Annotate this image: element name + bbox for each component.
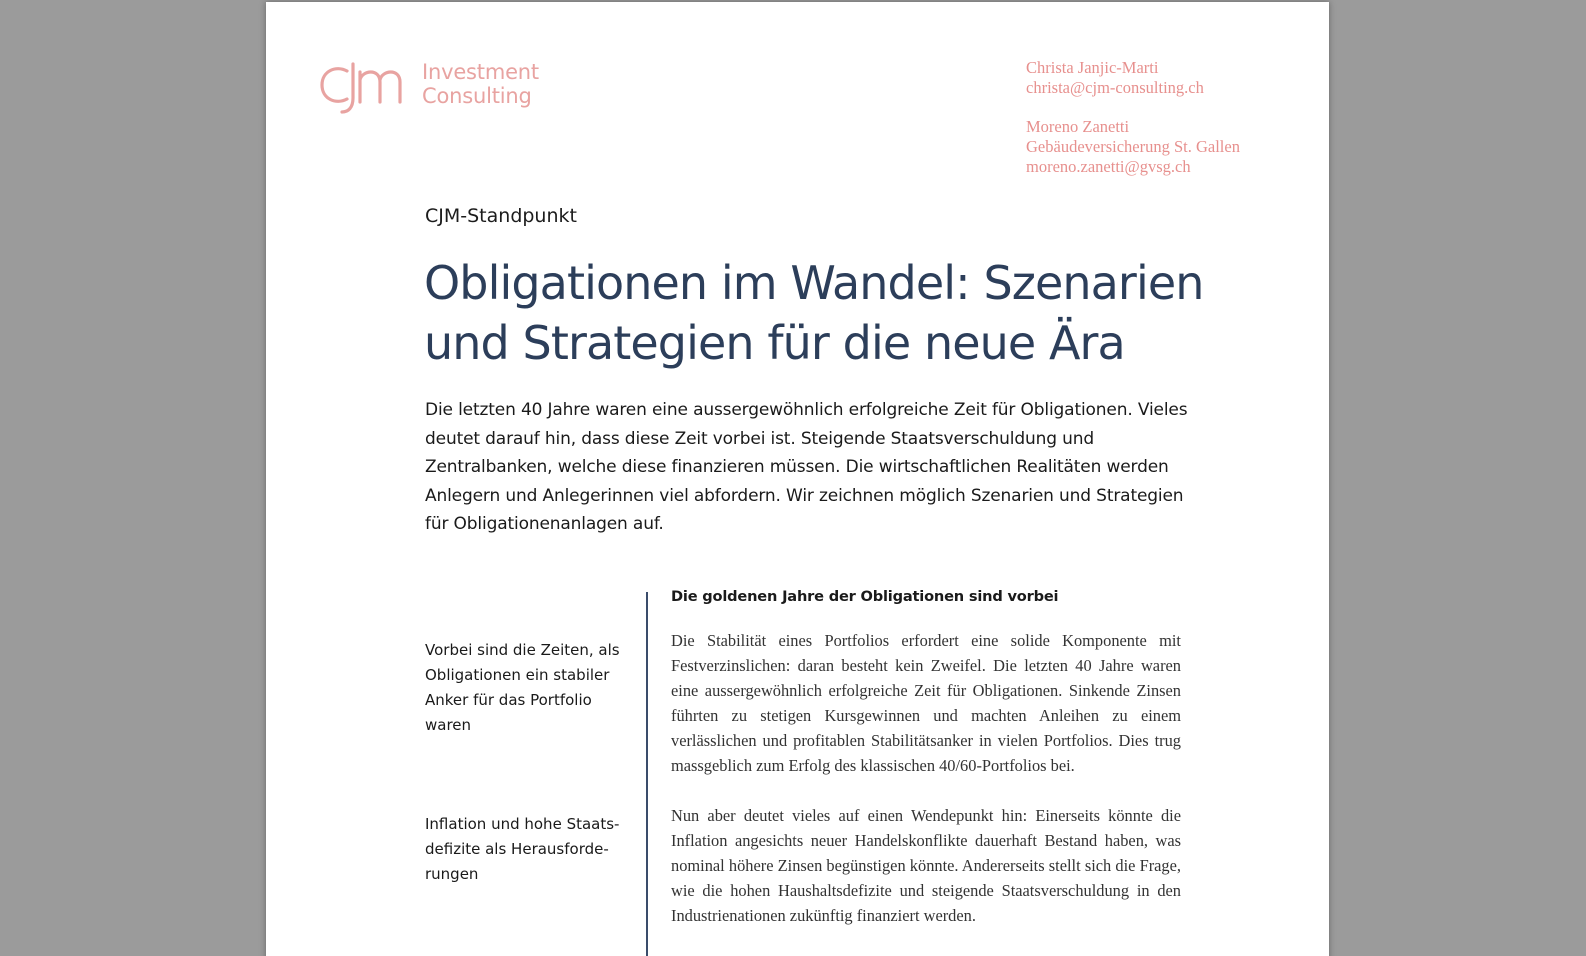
body-paragraph-1: Die Stabilität eines Portfolios erfordert eine solide Komponente mit Festverzinslichen: daran besteht kein Zweifel. Die letzten 40 Jahre waren eine aussergewöhnlich erfolgreiche Zeit für Obligationen. Sinkende Zinsen führten zu stetigen Kursgewinnen und machten Anleihen zu einem verlässlichen und profitablen Stabilitätsanker in vielen Portfolios. Dies trug massgeblich zum Erfolg des klassischen 40/60-Portfolios bei.: [671, 631, 1181, 776]
contact-info: [1026, 58, 1316, 177]
document-kicker: CJM-Standpunkt: [425, 205, 577, 227]
column-divider: [646, 592, 648, 956]
document-page: [266, 2, 1329, 956]
contact-email[interactable]: christa@cjm-consulting.ch: [1026, 78, 1204, 97]
contact-organization: Gebäudeversicherung St. Gallen: [1026, 137, 1240, 156]
logo-line-investment: Investment: [422, 60, 539, 84]
lead-paragraph: Die letzten 40 Jahre waren eine aussergewöhnlich erfolgreiche Zeit für Obligationen. Vieles deutet darauf hin, dass diese Zeit vorbei ist. Steigende Staatsverschuldung und Zentralbanken, welche diese finanzieren müssen. Die wirtschaftlichen Realitäten werden Anlegern und Anlegerinnen viel abfordern. Wir zeichnen möglich Szenarien und Strategien für Obligationenanlagen auf.: [425, 400, 1188, 535]
sidenote-line: Obligationen ein stabiler: [425, 666, 610, 684]
logo-wordmark: [422, 60, 539, 108]
logo-line-consulting: Consulting: [422, 84, 532, 108]
document-title: Obligationen im Wandel: Szenarien und Strategien für die neue Ära: [424, 256, 1204, 370]
contact-moreno: [1026, 117, 1316, 177]
sidenote-line: Vorbei sind die Zeiten, als: [425, 641, 620, 659]
cjm-logo-mark-icon: [320, 58, 416, 116]
section-heading: Die goldenen Jahre der Obligationen sind vorbei: [671, 588, 1059, 605]
contact-christa: [1026, 58, 1316, 98]
sidenote-stable-anchor: [425, 638, 625, 738]
company-logo: [320, 58, 540, 118]
sidenote-line: Inflation und hohe Staats-: [425, 815, 620, 833]
sidenote-line: defizite als Herausforde-: [425, 840, 609, 858]
body-paragraph-2: Nun aber deutet vieles auf einen Wendepunkt hin: Einerseits könnte die Inflation angesichts neuer Handelskonflikte dauerhaft Bestand haben, was nominal höhere Zinsen begünstigen könnte. Andererseits stellt sich die Frage, wie die hohen Haushaltsdefizite und steigende Staatsverschuldung in den Industrienationen zukünftig finanziert werden.: [671, 806, 1181, 926]
sidenote-line: Anker für das Portfolio: [425, 691, 592, 709]
contact-name: Moreno Zanetti: [1026, 117, 1130, 136]
sidenote-inflation-deficits: [425, 812, 625, 887]
sidenote-line: rungen: [425, 865, 479, 883]
sidenote-line: waren: [425, 716, 472, 734]
contact-name: Christa Janjic-Marti: [1026, 58, 1159, 77]
contact-email[interactable]: moreno.zanetti@gvsg.ch: [1026, 157, 1191, 176]
